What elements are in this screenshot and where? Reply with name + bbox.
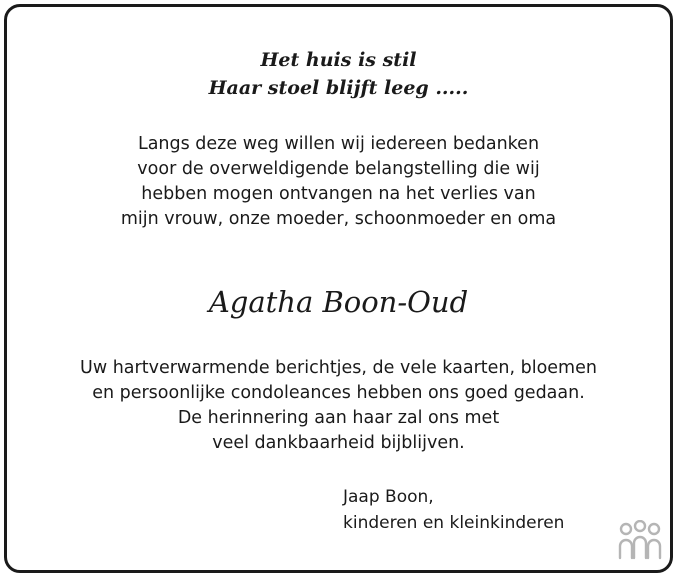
- signature-line: Jaap Boon,: [343, 487, 434, 507]
- thanks-paragraph: [0, 356, 677, 456]
- intro-line: hebben mogen ontvangen na het verlies van: [141, 184, 536, 204]
- intro-line: Langs deze weg willen wij iedereen bedanken: [137, 134, 540, 154]
- thanks-line: en persoonlijke condoleances hebben ons goed gedaan.: [92, 383, 585, 403]
- thanks-line: Uw hartverwarmende berichtjes, de vele kaarten, bloemen: [80, 358, 597, 378]
- heading-line-1: Het huis is stil: [260, 49, 417, 71]
- signature-line: kinderen en kleinkinderen: [343, 513, 565, 533]
- intro-line: voor de overweldigende belangstelling die wij: [137, 159, 540, 179]
- signature: [343, 484, 564, 536]
- intro-line: mijn vrouw, onze moeder, schoonmoeder en oma: [120, 209, 557, 229]
- thanks-line: veel dankbaarheid bijblijven.: [212, 433, 465, 453]
- intro-paragraph: [0, 132, 677, 232]
- thanks-line: De herinnering aan haar zal ons met: [177, 408, 500, 428]
- heading-line-2: Haar stoel blijft leeg .....: [208, 77, 469, 99]
- deceased-name: Agatha Boon-Oud: [208, 285, 469, 319]
- family-people-icon: [616, 520, 664, 560]
